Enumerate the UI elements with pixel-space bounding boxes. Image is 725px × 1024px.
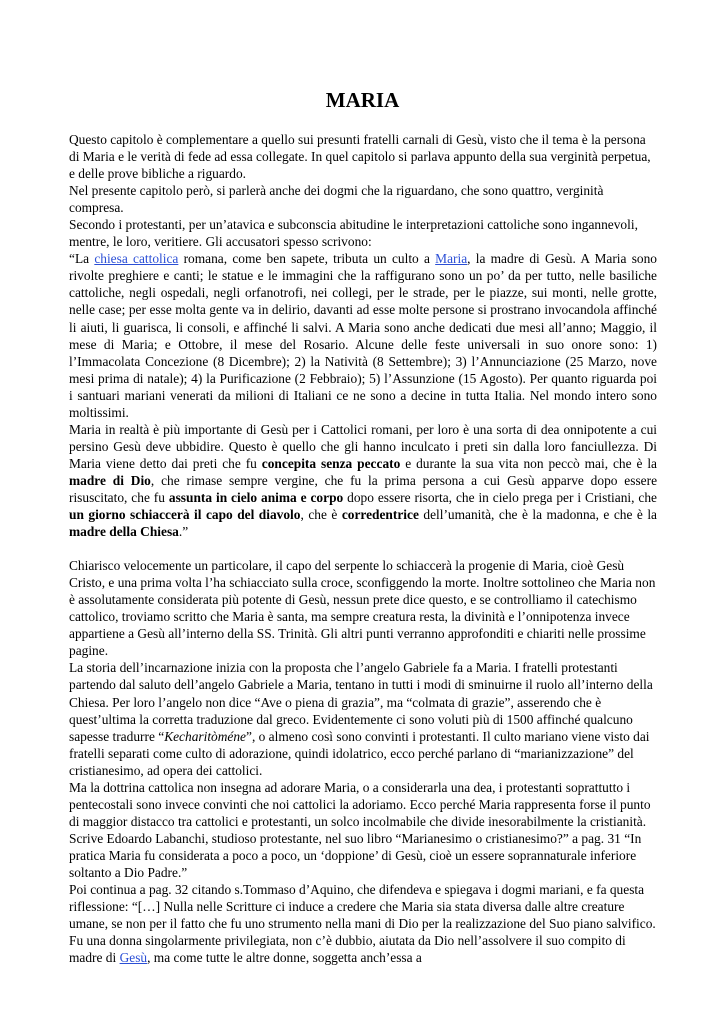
text-span: Poi continua a pag. 32 citando s.Tommaso d’Aquino, che difendeva e spiegava i dogmi mariani, e fa questa riflessione: “[…] Nulla nelle Scritture ci induce a credere che Maria sia stata diversa dalle altre creature umane, se non per il fatto che fu uno strumento nella mani di Dio per la realizzazione del Suo piano salvifico. Fu una donna singolarmente privilegiata, non c’è dubbio, aiutata da Dio nell’assolvere il suo compito di madre di <box>69 882 656 966</box>
text-span: , che rimase sempre vergine, che fu la prima persona a cui Gesù apparve dopo essere risuscitato, che fu <box>69 472 658 505</box>
paragraph-spacer <box>69 540 657 557</box>
text-span: , la madre di Gesù. A Maria sono rivolte preghiere e canti; le statue e le immagini che la raffigurano sono un po’ da per tutto, nelle basiliche cattoliche, negli ospedali, negli orfanotrofi, nei collegi, per le strade, per le piazze, sui monti, nelle grotte, nelle case; per esse molta gente va in delirio, davanti ad esse molte persone si prostrano invocandola affinché li aiuti, li guarisca, li consoli, e affinché li salvi. A Maria sono anche dedicati due mesi all’anno; Maggio, il mese di Maria; e Ottobre, il mese del Rosario. Alcune delle feste universali in suo onore sono: 1) l’Immacolata Concezione (8 Dicembre); 2) la Natività (8 Settembre); 3) l’Annunciazione (25 Marzo, nove mesi prima di natale); 4) la Purificazione (2 Febbraio); 5) l’Assunzione (15 Agosto). Per quanto riguarda poi i santuari mariani venerati da milioni di Italiani ce ne sono a decine in tutta Italia. Nel mondo intero sono moltissimi. <box>69 251 658 420</box>
text-span: , che è <box>300 507 342 523</box>
paragraph-chiarisco: Chiarisco velocemente un particolare, il capo del serpente lo schiaccerà la progenie di Maria, cioè Gesù Cristo, e una prima volta l’ha schiacciato sulla croce, sconfiggendo la morte. Inoltre sottolineo che Maria non è assolutamente considerata più potente di Gesù, nessun prete dice questo, e se controlliamo il catechismo cattolico, troviamo scritto che Maria è santa, ma sempre creatura resta, la divinità e l’onnipotenza invece appartiene a Gesù all’interno della SS. Trinità. Gli altri punti verranno approfonditi e chiariti nelle prossime pagine. <box>69 558 656 659</box>
bold-schiaccera: un giorno schiaccerà il capo del diavolo <box>69 507 301 523</box>
text-span: e durante la sua vita non peccò mai, che è la <box>400 455 657 471</box>
text-span: Maria in realtà è più importante di Gesù per i Cattolici romani, per loro è una sorta di dea onnipotente a cui persino Gesù deve ubbidire. Questo è quello che gli hanno inculcato i preti sin dalla loro fanciullezza. Di Maria viene detto dai preti che fu <box>69 421 657 471</box>
paragraph-intro: Questo capitolo è complementare a quello sui presunti fratelli carnali di Gesù, visto che il tema è la persona di Maria e le verità di fede ad essa collegate. In quel capitolo si parlava appunto della sua verginità perpetua, e delle prove bibliche a riguardo. <box>69 132 651 182</box>
link-maria[interactable]: Maria <box>435 251 468 267</box>
bold-concepita: concepita senza peccato <box>261 455 401 471</box>
text-span: ”, o almeno così sono convinti i protestanti. Il culto mariano viene visto dai fratelli separati come culto di adorazione, quindi idolatrico, ecco perché parlano di “marianizzazione” del cristianesimo, ad opera dei cattolici. <box>69 728 650 778</box>
text-span: dell’umanità, che è la madonna, e che è la <box>418 507 658 523</box>
paragraph-dogmi: Nel presente capitolo però, si parlerà anche dei dogmi che la riguardano, che sono quattro, verginità compresa. <box>69 183 604 216</box>
text-span: dopo essere risorta, che in cielo prega per i Cristiani, che <box>343 489 657 505</box>
italic-kecharitomene: Kecharitòméne <box>164 728 246 744</box>
document-body <box>69 131 657 966</box>
text-span: La storia dell’incarnazione inizia con la proposta che l’angelo Gabriele fa a Maria. I fratelli protestanti partendo dal saluto dell’angelo Gabriele a Maria, tentano in tutti i modi di sminuirne il ruolo all’interno della Chiesa. Per loro l’angelo non dice “Ave o piena di grazia”, ma “colmata di grazie”, asserendo che è quest’ultima la corretta traduzione dal greco. Evidentemente ci sono voluti più di 1500 affinché qualcuno sapesse tradurre “ <box>69 660 653 744</box>
page-title: MARIA <box>325 88 400 112</box>
text-span: “La <box>69 251 95 267</box>
bold-corredentrice: corredentrice <box>341 507 419 523</box>
bold-madre-di-dio: madre di Dio <box>69 472 151 488</box>
paragraph-quote-dea <box>69 421 657 540</box>
link-chiesa-cattolica[interactable]: chiesa cattolica <box>94 251 179 267</box>
text-span: , ma come tutte le altre donne, soggetta anch’essa a <box>147 950 422 966</box>
paragraph-incarnazione <box>69 659 657 778</box>
link-gesu[interactable]: Gesù <box>119 950 148 966</box>
paragraph-quote-culto <box>69 250 657 420</box>
bold-assunta: assunta in cielo anima e corpo <box>168 489 344 505</box>
paragraph-protestanti: Secondo i protestanti, per un’atavica e subconscia abitudine le interpretazioni cattoliche sono ingannevoli, mentre, le loro, veritiere. Gli accusatori spesso scrivono: <box>69 217 638 250</box>
bold-madre-della-chiesa: madre della Chiesa <box>69 524 179 540</box>
text-span: romana, come ben sapete, tributa un culto a <box>178 251 436 267</box>
paragraph-dottrina: Ma la dottrina cattolica non insegna ad adorare Maria, o a considerarla una dea, i protestanti soprattutto i pentecostali sono invece convinti che noi cattolici la adoriamo. Ecco perché Maria rappresenta forse il punto di maggior distacco tra cattolici e protestanti, un solco incolmabile che divide inesorabilmente la cristianità. Scrive Edoardo Labanchi, studioso protestante, nel suo libro “Marianesimo o cristianesimo?” a pag. 31 “In pratica Maria fu considerata a poco a poco, un ‘doppione’ di Gesù, cioè un essere soprannaturale inferiore soltanto a Dio Padre.” <box>69 779 651 880</box>
paragraph-tommaso <box>69 881 657 966</box>
text-span: .” <box>178 524 189 540</box>
